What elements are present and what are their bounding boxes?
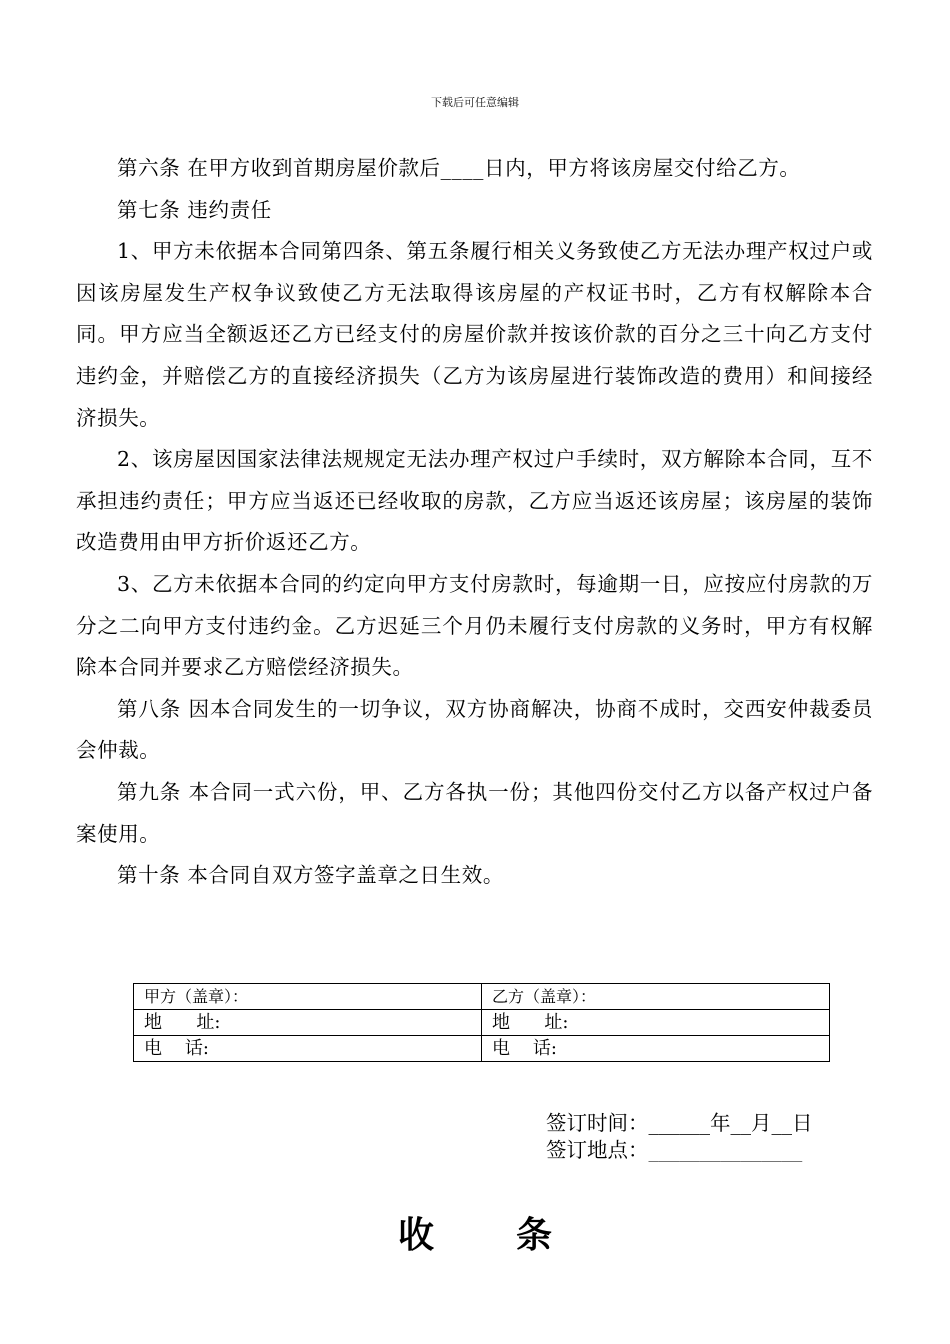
- article-8: 第八条 因本合同发生的一切争议，双方协商解决，协商不成时，交西安仲裁委员会仲裁。: [76, 696, 873, 763]
- party-a-phone-cell: 电 话:: [134, 1036, 482, 1062]
- article-7-clause-3: 3、乙方未依据本合同的约定向甲方支付房款时，每逾期一日，应按应付房款的万分之二向甲方支付违约金。乙方迟延三个月仍未履行支付房款的义务时，甲方有权解除本合同并要求乙方赔偿经济损失。: [76, 571, 873, 680]
- signing-place-line: [546, 1137, 813, 1164]
- party-b-phone-cell: 电 话:: [482, 1036, 830, 1062]
- article-6-text-b: 日内，甲方将该房屋交付给乙方。: [484, 156, 801, 180]
- signature-row-seal: [134, 984, 830, 1010]
- party-b-seal-cell: 乙方（盖章）：: [482, 984, 830, 1010]
- signing-place-blank: _______________: [648, 1138, 803, 1162]
- signature-table: [133, 983, 830, 1062]
- signing-time-label: 签订时间：: [546, 1111, 649, 1135]
- party-a-seal-cell: 甲方（盖章）：: [134, 984, 482, 1010]
- signature-row-phone: [134, 1036, 830, 1062]
- contract-body: [76, 148, 873, 897]
- article-7-clause-1: 1、甲方未依据本合同第四条、第五条履行相关义务致使乙方无法办理产权过户或因该房屋发生产权争议致使乙方无法取得该房屋的产权证书时，乙方有权解除本合同。甲方应当全额返还乙方已经支付的房屋价款并按该价款的百分之三十向乙方支付违约金，并赔偿乙方的直接经济损失（乙方为该房屋进行装饰改造的费用）和间接经济损失。: [76, 239, 873, 430]
- signing-time-line: [546, 1110, 813, 1137]
- article-9: 第九条 本合同一式六份，甲、乙方各执一份；其他四份交付乙方以备产权过户备案使用。: [76, 779, 873, 846]
- receipt-title: 收条: [397, 1215, 634, 1256]
- signing-day-blank: __: [771, 1111, 792, 1135]
- page-header-note: 下载后可任意编辑: [431, 96, 519, 109]
- article-10: 第十条 本合同自双方签字盖章之日生效。: [117, 863, 504, 888]
- article-6-text-a: 第六条 在甲方收到首期房屋价款后: [117, 156, 441, 180]
- signature-row-address: [134, 1010, 830, 1036]
- party-b-address-cell: 地 址:: [482, 1010, 830, 1036]
- signing-place-label: 签订地点：: [546, 1138, 649, 1162]
- article-7-title: 第七条 违约责任: [117, 197, 272, 222]
- article-6-blank: ____: [440, 156, 485, 180]
- signing-month-label: 月: [751, 1111, 772, 1135]
- article-7-clause-2: 2、该房屋因国家法律法规规定无法办理产权过户手续时，双方解除本合同，互不承担违约责任；甲方应当返还已经收取的房款，乙方应当返还该房屋；该房屋的装饰改造费用由甲方折价返还乙方。: [76, 447, 873, 555]
- signing-info: [546, 1110, 813, 1164]
- signing-day-label: 日: [792, 1111, 813, 1135]
- article-6: [76, 148, 873, 190]
- signing-year-blank: ______: [648, 1111, 710, 1135]
- signing-month-blank: __: [730, 1111, 751, 1135]
- party-a-address-cell: 地 址:: [134, 1010, 482, 1036]
- signing-year-label: 年: [710, 1111, 731, 1135]
